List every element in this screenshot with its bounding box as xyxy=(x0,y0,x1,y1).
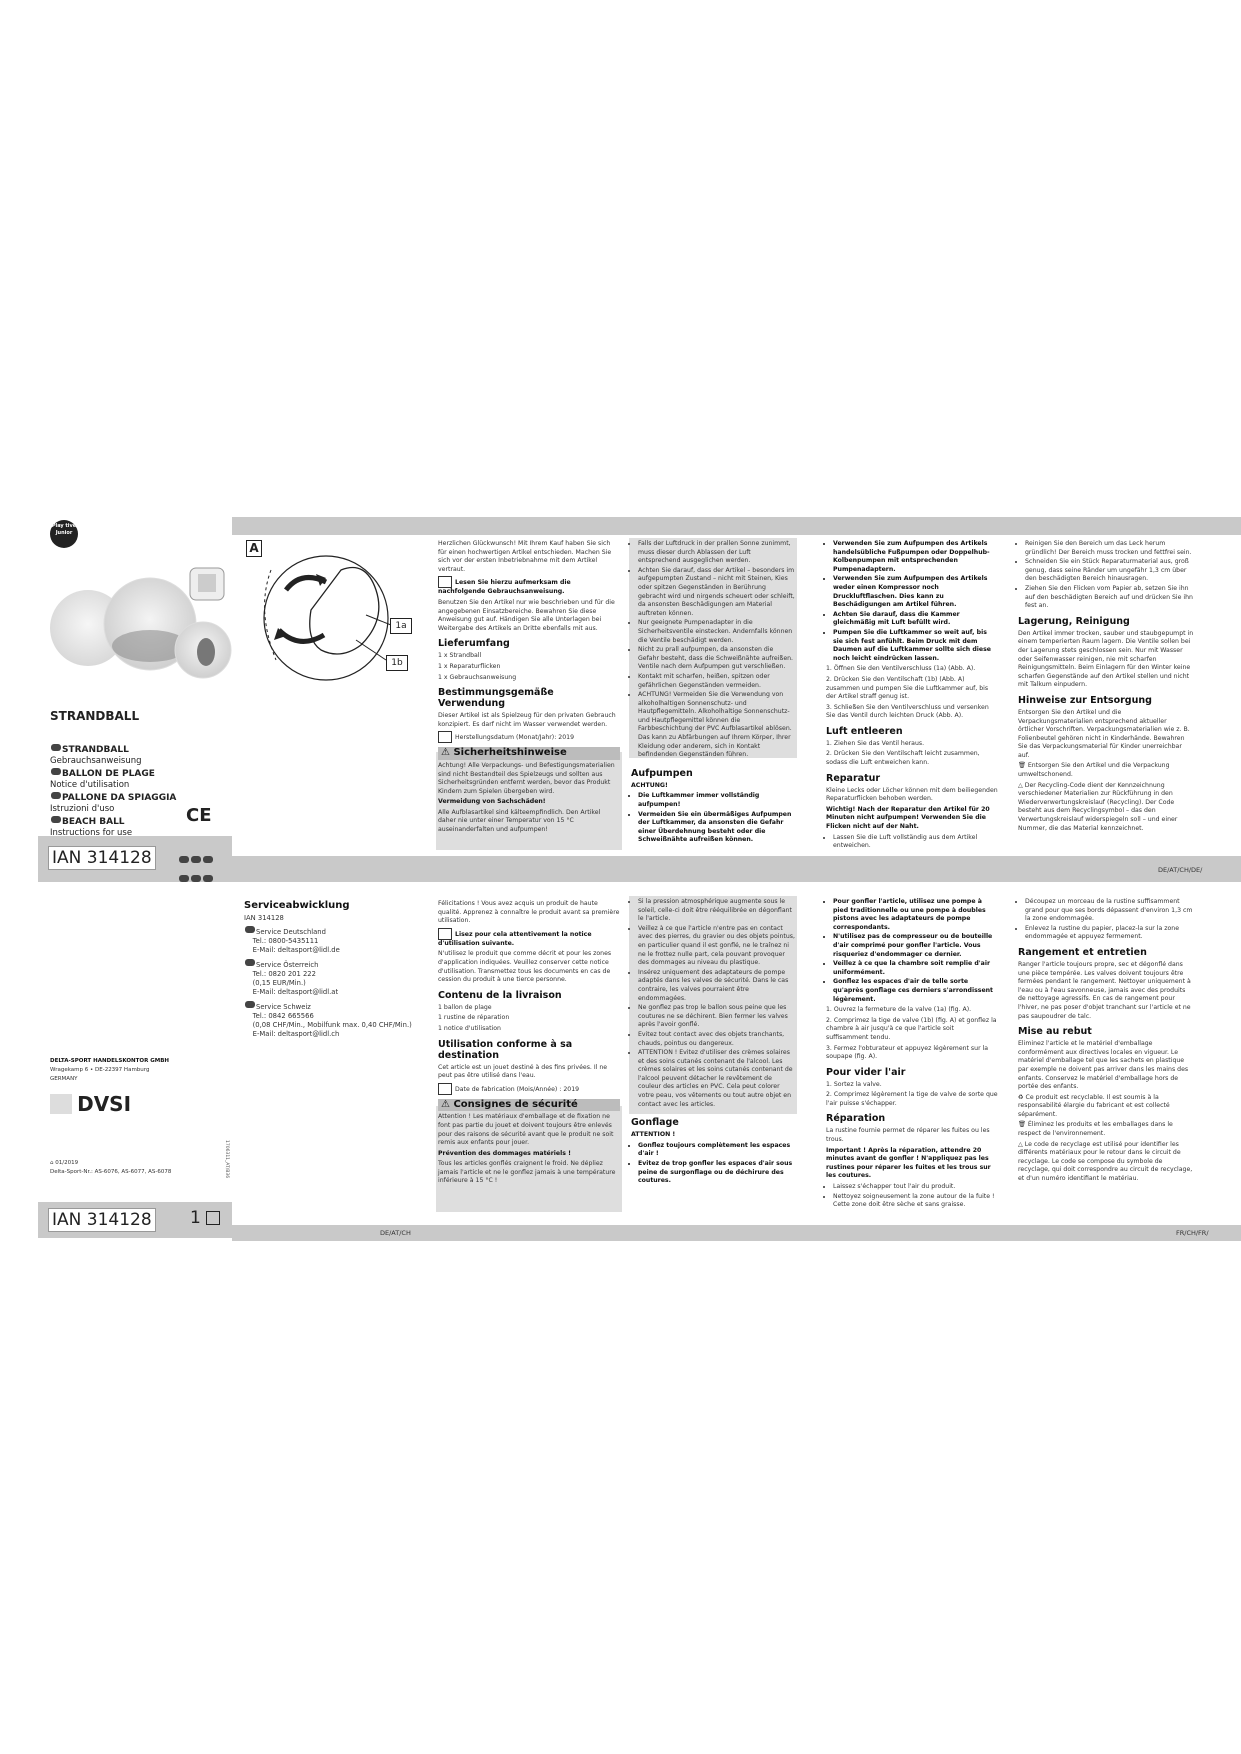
figure-label: A xyxy=(246,540,262,557)
service-country: Service Schweiz xyxy=(256,1003,311,1011)
list-item: • Verwenden Sie zum Aufpumpen des Artikels handelsübliche Fußpumpen oder Doppelhub-Kolbenpumpen mit entsprechenden Pumpenadaptern. xyxy=(833,540,998,574)
step: 3. Fermez l'obturateur et appuyez légèrement sur la soupape (fig. A). xyxy=(826,1044,989,1061)
service-de xyxy=(244,925,424,955)
intro: Félicitations ! Vous avez acquis un produit de haute qualité. Apprenez à connaître le produit avant sa première utilisation. xyxy=(438,900,620,925)
intro: Herzlichen Glückwunsch! Mit Ihrem Kauf haben Sie sich für einen hochwertigen Artikel entschieden. Machen Sie sich vor der ersten Inbetriebnahme mit dem Artikel vertraut. xyxy=(438,540,612,573)
scope-title: Lieferumfang xyxy=(438,638,510,650)
safety-header xyxy=(438,1099,620,1112)
lang-fr xyxy=(50,767,230,791)
recycle-icon: △ xyxy=(1018,1140,1025,1148)
fr-column-4 xyxy=(1018,898,1194,1186)
list-item: • Veillez à ce que l'article n'entre pas en contact avec des pierres, du gravier ou des objets pointus, en particulier quand il est gonflé, ne le traînez ni ne le frottez nulle part, cela pouvant provoquer des dommages au niveau du plastique. xyxy=(638,925,795,968)
page-number-text: 1 xyxy=(190,1208,201,1228)
lang-title: PALLONE DA SPIAGGIA xyxy=(62,793,177,803)
step: 1. Öffnen Sie den Ventilverschluss (1a) (Abb. A). xyxy=(826,665,976,673)
list-item: • Schneiden Sie ein Stück Reparaturmaterial aus, groß genug, dass seine Ränder um ungefähr 1,3 cm über den beschädigten Bereich hinausragen. xyxy=(1025,558,1194,584)
list-item: • Die Luftkammer immer vollständig aufpumpen! xyxy=(638,792,795,809)
scope-item: 1 x Reparaturflicken xyxy=(438,662,501,670)
list-item: • Evitez de trop gonfler les espaces d'air sous peine de surgonflage ou de déchirure des coutures. xyxy=(638,1160,795,1186)
service-extra: (0,15 EUR/Min.) xyxy=(252,979,306,987)
top-band xyxy=(232,517,1241,535)
country-chips xyxy=(178,849,228,887)
disposal-icon3: Le code de recyclage est utilisé pour identifier les différents matériaux pour le retour dans le circuit de recyclage. Le code se compose du symbole de recyclage, qui doit correspondre au circuit de recyclage, et d'un numéro identifiant le matériau. xyxy=(1018,1140,1193,1183)
repair-title: Reparatur xyxy=(826,772,881,784)
date-models xyxy=(50,1160,220,1178)
factory-icon xyxy=(438,731,452,743)
repair-text: Kleine Lecks oder Löcher können mit dem beiliegenden Reparaturflicken behoben werden. xyxy=(826,786,998,803)
factory-icon xyxy=(438,1083,452,1095)
scope-item: 1 x Strandball xyxy=(438,652,482,660)
date-label: Date de fabrication (Mois/Année) : xyxy=(455,1085,562,1093)
date-label: Herstellungsdatum (Monat/Jahr): xyxy=(455,734,557,742)
recycle-loop-icon: ♻ xyxy=(1018,1093,1026,1101)
trash-icon: 🗑 xyxy=(1018,762,1028,770)
company-address1: Wragekamp 6 • DE-22397 Hamburg xyxy=(50,1067,150,1073)
list-item: • Gonflez les espaces d'air de telle sorte qu'après gonflage ces derniers s'arrondissent légèrement. xyxy=(833,978,998,1004)
service-ch xyxy=(244,1000,424,1039)
service-email: E-Mail: deltasport@lidl.ch xyxy=(252,1030,340,1038)
list-item: • Pour gonfler l'article, utilisez une pompe à pied traditionnelle ou une pompe à doubles pistons avec les adaptateurs de pompe correspondants. xyxy=(833,898,998,932)
list-item: • Découpez un morceau de la rustine suffisamment grand pour que ses bords dépassent d'environ 1,3 cm la zone endommagée. xyxy=(1025,898,1194,924)
disposal-text: Eliminez l'article et le matériel d'emballage conformément aux directives locales en vigueur. Le matériel d'emballage tel que les sachets en plastique par exemple ne doivent pas arriver dans les mains des enfants. Conservez le matériel d'emballage hors de portée des enfants. xyxy=(1018,1040,1189,1091)
cover-title: STRANDBALL xyxy=(50,709,140,723)
footer-fr: FR/CH/FR/ xyxy=(1176,1229,1209,1237)
product-image xyxy=(38,560,232,690)
step: 3. Schließen Sie den Ventilverschluss und versenken Sie das Ventil durch leichten Druck (Abb. A). xyxy=(826,703,989,720)
scope-item: 1 x Gebrauchsanweisung xyxy=(438,673,517,681)
flag-at-icon xyxy=(245,959,255,966)
flag-ch-icon xyxy=(245,1001,255,1008)
lang-title: STRANDBALL xyxy=(62,745,129,755)
back-code: 1706311_AT/B36 xyxy=(224,1140,229,1179)
page-box-icon xyxy=(206,1211,220,1225)
damage-item: Tous les articles gonflés craignent le froid. Ne dépliez jamais l'article et ne le gonflez jamais à une température inférieure à 15 °C ! xyxy=(438,1160,616,1185)
warning-icon: ⚠ xyxy=(441,1098,454,1110)
list-item: • Ne gonflez pas trop le ballon sous peine que les coutures ne se déchirent. Bien fermer les valves après l'avoir gonflé. xyxy=(638,1004,795,1030)
safety-title: Sicherheitshinweise xyxy=(453,747,567,759)
list-item: • Nur geeignete Pumpenadapter in die Sicherheitsventile einstecken. Andernfalls können die Ventile beschädigt werden. xyxy=(638,619,795,645)
storage-title: Lagerung, Reinigung xyxy=(1018,615,1130,627)
scope-title: Contenu de la livraison xyxy=(438,989,562,1001)
storage-text: Ranger l'article toujours propre, sec et dégonflé dans une pièce tempérée. Les valves doivent toujours être fermées pendant le rangement. Nettoyer uniquement à l'eau ou à l'eau savonneuse, jamais avec des produits de nettoyage agressifs. En cas de rangement pour l'hiver, ne pas poser d'objet tranchant sur l'article et ne pas saupoudrer de talc. xyxy=(1018,960,1191,1020)
step: 2. Comprimez légèrement la tige de valve de sorte que l'air puisse s'échapper. xyxy=(826,1091,998,1107)
repair-bold: Important ! Après la réparation, attendre 20 minutes avant de gonfler ! N'appliquez pas les rustines pour réparer les fuites et les trous sur les coutures. xyxy=(826,1146,991,1180)
book-icon xyxy=(438,576,452,588)
lang-title: BALLON DE PLAGE xyxy=(62,769,155,779)
warning-icon: ⚠ xyxy=(441,747,454,759)
list-item: • N'utilisez pas de compresseur ou de bouteille d'air comprimé pour gonfler l'article. Vous risqueriez d'endommager ce dernier. xyxy=(833,933,998,959)
safety-warning: Achtung! Alle Verpackungs- und Befestigungsmaterialien sind nicht Bestandteil des Spielzeugs und sollten aus Sicherheitsgründen entfernt werden, bevor das Produkt Kindern zum Spielen übergeben wird. xyxy=(438,761,615,795)
tel-label: Tel.: xyxy=(252,970,267,978)
service-email: E-Mail: deltasport@lidl.at xyxy=(252,988,339,996)
flag-it-icon xyxy=(51,792,61,799)
back-ian: IAN 314128 xyxy=(48,1208,156,1232)
lang-sub: Gebrauchsanweisung xyxy=(50,756,142,766)
step: 1. Sortez la valve. xyxy=(826,1080,882,1088)
service-country: Service Deutschland xyxy=(256,928,326,936)
fr-column-3 xyxy=(826,898,998,1212)
damage-item: Alle Aufblasartikel sind kälteempfindlich. Den Artikel daher nie unter einer Temperatur von 15 °C auseinanderfalten und aufpumpen! xyxy=(438,808,601,834)
pump-title: Aufpumpen xyxy=(631,767,693,779)
list-item: • Achten Sie darauf, dass die Kammer gleichmäßig mit Luft befüllt wird. xyxy=(833,611,998,628)
list-item: • Laissez s'échapper tout l'air du produit. xyxy=(833,1183,998,1192)
dvsi-mark-icon xyxy=(50,1094,72,1114)
dvsi-text: DVSI xyxy=(77,1092,132,1116)
disposal-title: Mise au rebut xyxy=(1018,1026,1092,1038)
company-address2: GERMANY xyxy=(50,1076,78,1082)
list-item: • Ziehen Sie den Flicken vom Papier ab, setzen Sie ihn auf den beschädigten Bereich auf und drücken Sie ihn fest an. xyxy=(1025,585,1194,611)
logo-text: Play tive Junior xyxy=(51,523,77,536)
date-value: 2019 xyxy=(558,734,575,742)
service-ian: IAN 314128 xyxy=(244,914,284,922)
page-number xyxy=(190,1208,220,1228)
use-text: N'utilisez le produit que comme décrit et pour les zones d'application indiquées. Veuillez conserver cette notice d'utilisation. Transmettez tous les documents en cas de cession du produit à une tierce personne. xyxy=(438,950,612,984)
lang-title: BEACH BALL xyxy=(62,817,125,827)
step: 2. Comprimez la tige de valve (1b) (fig. A) et gonflez la chambre à air jusqu'à ce que l'article soit suffisamment tendu. xyxy=(826,1016,997,1041)
scope-item: 1 rustine de réparation xyxy=(438,1014,510,1022)
de-column-3 xyxy=(826,540,998,853)
list-item: • Enlevez la rustine du papier, placez-la sur la zone endommagée et appuyez fermement. xyxy=(1025,925,1194,942)
company-name: DELTA-SPORT HANDELSKONTOR GMBH xyxy=(50,1058,170,1064)
intended-text: Dieser Artikel ist als Spielzeug für den privaten Gebrauch konzipiert. Es darf nicht im Wasser verwendet werden. xyxy=(438,712,616,728)
safety-header xyxy=(438,747,620,760)
tel-label: Tel.: xyxy=(252,1012,267,1020)
ce-mark: CE xyxy=(186,805,212,826)
repair-bold: Wichtig! Nach der Reparatur den Artikel für 20 Minuten nicht aufpumpen! Verwenden Sie die Flicken nicht auf der Naht. xyxy=(826,805,990,831)
list-item: • Verwenden Sie zum Aufpumpen des Artikels weder einen Kompressor noch Druckluftflaschen. Dies kann zu Beschädigungen am Artikel führen. xyxy=(833,575,998,609)
list-item: • Nicht zu prall aufpumpen, da ansonsten die Gefahr besteht, dass die Schweißnähte aufreißen. Ventile nach dem Aufpumpen gut verschließen. xyxy=(638,646,795,672)
use-text: Benutzen Sie den Artikel nur wie beschrieben und für die angegebenen Einsatzbereiche. Bewahren Sie diese Anweisung gut auf. Händigen Sie alle Unterlagen bei Weitergabe des Artikels an Dritte ebenfalls mit aus. xyxy=(438,598,615,632)
back-date: 01/2019 xyxy=(55,1160,79,1166)
read-notice: Lesen Sie hierzu aufmerksam die nachfolgende Gebrauchsanweisung. xyxy=(438,579,571,596)
list-item: • Falls der Luftdruck in der prallen Sonne zunimmt, muss dieser durch Ablassen der Luft entsprechend ausgeglichen werden. xyxy=(638,540,795,566)
lang-de xyxy=(50,743,230,767)
intended-title: Bestimmungsgemäße Verwendung xyxy=(438,687,554,710)
list-item: • Lassen Sie die Luft vollständig aus dem Artikel entweichen. xyxy=(833,834,998,851)
de-column-1 xyxy=(438,540,620,837)
lang-sub: Instructions for use xyxy=(50,828,133,838)
list-item: • ACHTUNG! Vermeiden Sie die Verwendung von alkoholhaltigen Sonnenschutz- und Hautpflegemitteln. Alkoholhaltige Sonnenschutz- und Hautpflegemittel können die Farbbeschichtung der PVC Aufblasartikel ablösen. Das kann zu Abfärbungen auf Ihrem Körper, Ihrer Kleidung oder anderem, sich in Kontakt befindenden Gegenständen führen. xyxy=(638,691,795,760)
date-value: 2019 xyxy=(563,1085,580,1093)
step: 1. Ziehen Sie das Ventil heraus. xyxy=(826,739,925,747)
tel-label: Tel.: xyxy=(252,937,267,945)
deflate-title: Luft entleeren xyxy=(826,725,903,737)
flag-de-icon xyxy=(51,744,61,751)
damage-title: Vermeidung von Sachschäden! xyxy=(438,798,546,806)
lang-sub: Notice d'utilisation xyxy=(50,780,130,790)
service-tel: 0842 665566 xyxy=(268,1012,314,1020)
service-title: Serviceabwicklung xyxy=(244,900,350,911)
dvsi-logo xyxy=(50,1092,160,1118)
disposal-icon2: Éliminez les produits et les emballages dans le respect de l'environnement. xyxy=(1018,1121,1173,1138)
back-models: Delta-Sport-Nr.: AS-6076, AS-6077, AS-6078 xyxy=(50,1169,172,1175)
service-tel: 0800-5435111 xyxy=(268,937,319,945)
company-block xyxy=(50,1058,220,1085)
disposal-text: Entsorgen Sie den Artikel und die Verpackungsmaterialien entsprechend aktueller örtlicher Vorschriften. Verpackungsmaterialien wie z. B. Folienbeutel gehören nicht in Kinderhände. Bewahren Sie das Verpackungsmaterial für Kinder unerreichbar auf. xyxy=(1018,708,1190,759)
de-column-2 xyxy=(631,540,795,847)
pump-title: Gonflage xyxy=(631,1117,679,1129)
scope-item: 1 notice d'utilisation xyxy=(438,1024,501,1032)
service-extra: (0,08 CHF/Min., Mobilfunk max. 0,40 CHF/Min.) xyxy=(252,1021,412,1029)
flag-fr-icon xyxy=(51,768,61,775)
list-item: • Pumpen Sie die Luftkammer so weit auf, bis sie sich fest anfühlt. Beim Druck mit dem Daumen auf die Luftkammer sollte sich diese noch leicht eindrücken lassen. xyxy=(833,629,998,663)
storage-text: Den Artikel immer trocken, sauber und staubgepumpt in einem temperierten Raum lagern. Die Ventile sollen bei der Lagerung stets geschlossen sein. Nur mit Wasser oder Seifenwasser reinigen, nie mit scharfen Reinigungsmitteln. Beim Einlagern für den Winter keine scharfen Gegenstände auf den Artikel stellen und nicht mit Talkum einpudern. xyxy=(1018,629,1194,689)
service-tel: 0820 201 222 xyxy=(268,970,316,978)
figure-a xyxy=(246,540,426,690)
list-item: • Veillez à ce que la chambre soit remplie d'air uniformément. xyxy=(833,960,998,977)
intended-text: Cet article est un jouet destiné à des fins privées. Il ne peut pas être utilisé dans l'eau. xyxy=(438,1063,608,1080)
trash-icon: 🗑 xyxy=(1018,1121,1028,1129)
repair-text: La rustine fournie permet de réparer les fuites ou les trous. xyxy=(826,1127,990,1144)
fr-column-2 xyxy=(631,898,795,1188)
step: 1. Ouvrez la fermeture de la valve (1a) (fig. A). xyxy=(826,1006,972,1014)
service-column xyxy=(244,900,424,1039)
disposal-icon1: Ce produit est recyclable. Il est soumis à la responsabilité élargie du fabricant et est collecté séparément. xyxy=(1018,1093,1170,1118)
book-icon xyxy=(438,928,452,940)
read-notice: Lisez pour cela attentivement la notice d'utilisation suivante. xyxy=(438,930,592,947)
deflate-title: Pour vider l'air xyxy=(826,1066,906,1078)
list-item: • Achten Sie darauf, dass der Artikel – besonders im aufgepumpten Zustand – nicht mit Steinen, Kies oder spitzen Gegenständen in Berührung gebracht wird und nirgends scheuert oder schleift, da ansonsten Beschädigungen am Material auftreten können. xyxy=(638,567,795,619)
playtive-logo xyxy=(50,520,78,548)
service-email: E-Mail: deltasport@lidl.de xyxy=(252,946,340,954)
safety-warning: Attention ! Les matériaux d'emballage et de fixation ne font pas partie du jouet et doivent toujours être enlevés pour des raisons de sécurité avant que le produit ne soit remis aux enfants pour jouer. xyxy=(438,1113,614,1147)
step: 2. Drücken Sie den Ventilschaft (1b) (Abb. A) zusammen und pumpen Sie die Luftkammer auf, bis der Artikel straff genug ist. xyxy=(826,675,989,701)
scope-item: 1 ballon de plage xyxy=(438,1003,492,1011)
repair-title: Réparation xyxy=(826,1113,886,1125)
factory-icon: ⌂ xyxy=(50,1160,56,1166)
safety-title: Consignes de sécurité xyxy=(453,1098,578,1110)
callout-1a: 1a xyxy=(390,618,412,634)
intended-title: Utilisation conforme à sa destination xyxy=(438,1038,573,1061)
de-column-4 xyxy=(1018,540,1194,835)
list-item: • Gonflez toujours complètement les espaces d'air ! xyxy=(638,1142,795,1159)
disposal-title: Hinweise zur Entsorgung xyxy=(1018,694,1152,706)
footer-service: DE/AT/CH xyxy=(380,1229,411,1237)
cover-ian: IAN 314128 xyxy=(48,846,156,870)
disposal-icon1: Entsorgen Sie den Artikel und die Verpackung umweltschonend. xyxy=(1018,762,1170,779)
list-item: • Vermeiden Sie ein übermäßiges Aufpumpen der Luftkammer, da ansonsten die Gefahr einer Überdehnung besteht oder die Schweißnähte aufreißen können. xyxy=(638,811,795,845)
list-item: • Evitez tout contact avec des objets tranchants, chauds, pointus ou dangereux. xyxy=(638,1031,795,1048)
list-item: • Kontakt mit scharfen, heißen, spitzen oder gefährlichen Gegenständen vermeiden. xyxy=(638,673,795,690)
service-country: Service Österreich xyxy=(256,961,319,969)
list-item: • Si la pression atmosphérique augmente sous le soleil, celle-ci doit être rééquilibrée en dégonflant le l'article. xyxy=(638,898,795,924)
footer-de: DE/AT/CH/DE/ xyxy=(1158,866,1203,874)
service-at xyxy=(244,958,424,997)
pump-warn: ATTENTION ! xyxy=(631,1131,676,1139)
list-item: • ATTENTION ! Evitez d'utiliser des crèmes solaires et des soins cutanés contenant de l'alcool. Les crèmes solaires et les soins cutanés contenant de l'alcool peuvent détacher le revêtement de couleur des articles en PVC. Cela peut colorer votre peau, vos vêtements ou tout autre objet en contact avec les articles. xyxy=(638,1049,795,1109)
storage-title: Rangement et entretien xyxy=(1018,946,1147,958)
step: 2. Drücken Sie den Ventilschaft leicht zusammen, sodass die Luft entweichen kann. xyxy=(826,750,980,767)
list-item: • Nettoyez soigneusement la zone autour de la fuite ! Cette zone doit être sèche et sans graisse. xyxy=(833,1193,998,1210)
list-item: • Reinigen Sie den Bereich um das Leck herum gründlich! Der Bereich muss trocken und fettfrei sein. xyxy=(1025,540,1194,557)
fr-column-1 xyxy=(438,900,620,1188)
flag-gb-icon xyxy=(51,816,61,823)
flag-de-icon xyxy=(245,926,255,933)
lang-sub: Istruzioni d'uso xyxy=(50,804,115,814)
pump-warn: ACHTUNG! xyxy=(631,781,668,789)
disposal-icon2: Der Recycling-Code dient der Kennzeichnung verschiedener Materialien zur Rückführung in den Wiederverwertungskreislauf (Recycling). Der Code besteht aus dem Recyclingsymbol – das den Verwertungskreislauf widerspiegeln soll – und einer Nummer, die das Material kennzeichnet. xyxy=(1018,781,1178,832)
recycle-icon: △ xyxy=(1018,781,1025,789)
damage-title: Prévention des dommages matériels ! xyxy=(438,1149,571,1157)
callout-1b: 1b xyxy=(386,655,408,671)
list-item: • Insérez uniquement des adaptateurs de pompe adaptés dans les valves de sécurité. Dans le cas contraire, les valves pourraient être endommagées. xyxy=(638,969,795,1003)
